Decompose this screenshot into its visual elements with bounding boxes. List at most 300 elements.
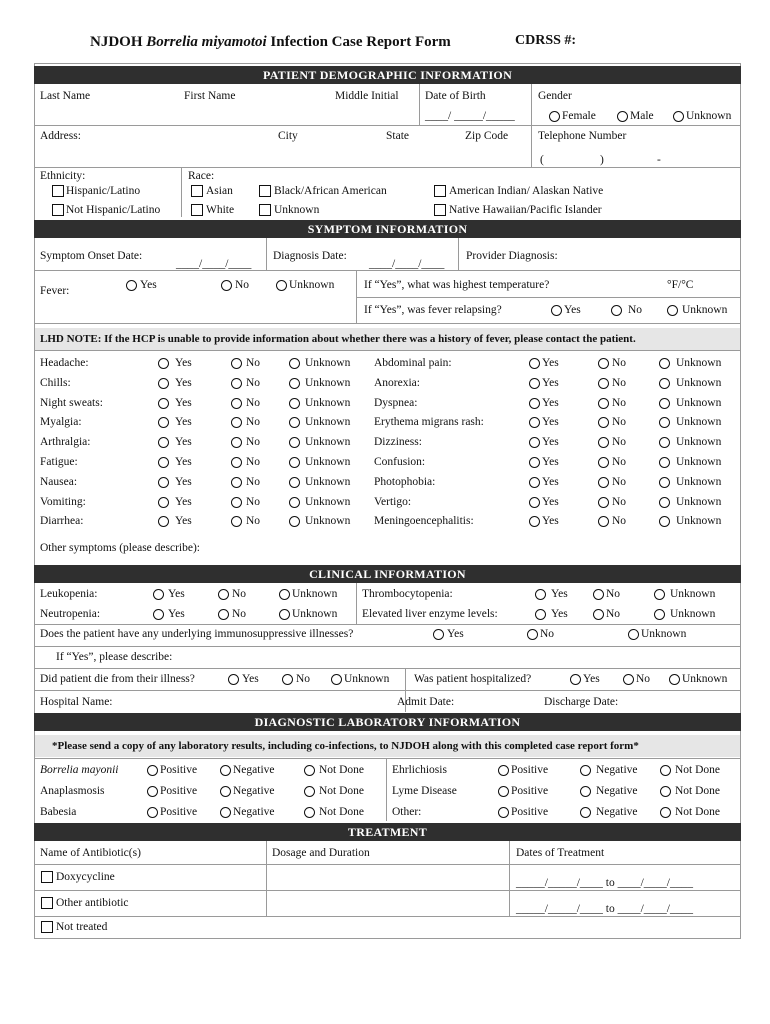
symptom-dizziness-unknown-radio[interactable] — [659, 437, 670, 448]
symptom-anorexia-unknown-radio[interactable] — [659, 378, 670, 389]
symptom-headache-unknown-radio[interactable] — [289, 358, 300, 369]
relapsing-yes-radio[interactable] — [551, 305, 562, 316]
died-unknown-label: Unknown — [344, 673, 390, 685]
race-asian-checkbox[interactable] — [191, 185, 203, 197]
symptom-night-sweats-no-label: No — [246, 397, 261, 409]
symptom-night-sweats-label: Night sweats: — [40, 397, 103, 409]
symptom-abdominal-pain-yes-radio[interactable] — [529, 358, 540, 369]
symptom-arthralgia-unknown-radio[interactable] — [289, 437, 300, 448]
symptom-vomiting-unknown-label: Unknown — [305, 496, 351, 508]
lab-other-label: Other: — [392, 806, 422, 818]
not-treated-checkbox[interactable] — [41, 921, 53, 933]
symptom-arthralgia-no-label: No — [246, 436, 261, 448]
symptom-fatigue-yes-radio[interactable] — [158, 457, 169, 468]
lab-anaplasmosis-negative-radio[interactable] — [220, 786, 231, 797]
neutropenia-yes-label: Yes — [168, 608, 185, 620]
symptom-dyspnea-unknown-radio[interactable] — [659, 398, 670, 409]
died-no-label: No — [296, 673, 311, 685]
symptom-confusion-unknown-label: Unknown — [676, 456, 722, 468]
symptom-dyspnea-no-radio[interactable] — [598, 398, 609, 409]
highest-temp-label: If “Yes”, what was highest temperature? — [364, 279, 550, 291]
symptom-myalgia-yes-label: Yes — [175, 416, 192, 428]
symptom-diarrhea-unknown-radio[interactable] — [289, 516, 300, 527]
other-antibiotic-checkbox[interactable] — [41, 897, 53, 909]
symptom-fatigue-unknown-label: Unknown — [305, 456, 351, 468]
immuno-unknown-label: Unknown — [641, 628, 687, 640]
fever-unknown-label: Unknown — [289, 279, 335, 291]
cdrss-label: CDRSS #: — [515, 33, 577, 48]
zip-label: Zip Code — [465, 130, 509, 142]
discharge-date-label: Discharge Date: — [544, 696, 619, 708]
lab-anaplasmosis-positive-label: Positive — [160, 785, 198, 797]
telephone-label: Telephone Number — [538, 130, 627, 142]
antibiotic-header: Name of Antibiotic(s) — [40, 847, 141, 859]
symptom-meningoencephalitis-label: Meningoencephalitis: — [374, 515, 474, 527]
gender-male-radio[interactable] — [617, 111, 628, 122]
form-title: NJDOH Borrelia miyamotoi Infection Case Report Form — [90, 34, 451, 50]
symptom-vertigo-unknown-label: Unknown — [676, 496, 722, 508]
provider-dx-label: Provider Diagnosis: — [466, 250, 558, 262]
gender-unknown-label: Unknown — [686, 110, 732, 122]
lab-note: *Please send a copy of any laboratory results, including co-infections, to NJDOH along with this completed case report form* — [52, 740, 639, 752]
hispanic-checkbox[interactable] — [52, 185, 64, 197]
symptom-dizziness-yes-label: Yes — [542, 436, 559, 448]
race-aian-label: American Indian/ Alaskan Native — [449, 185, 604, 197]
symptom-photophobia-no-label: No — [612, 476, 627, 488]
symptom-photophobia-yes-label: Yes — [542, 476, 559, 488]
lab-ehrlichiosis-not-done-label: Not Done — [675, 764, 721, 776]
liver-enzymes-no-radio[interactable] — [593, 609, 604, 620]
symptom-arthralgia-yes-radio[interactable] — [158, 437, 169, 448]
symptom-vomiting-unknown-radio[interactable] — [289, 497, 300, 508]
symptom-abdominal-pain-unknown-radio[interactable] — [659, 358, 670, 369]
onset-date-label: Symptom Onset Date: — [40, 250, 143, 262]
section-lab: DIAGNOSTIC LABORATORY INFORMATION — [34, 713, 741, 731]
symptom-vomiting-no-radio[interactable] — [231, 497, 242, 508]
lab-other-not-done-radio[interactable] — [660, 807, 671, 818]
symptom-fatigue-yes-label: Yes — [175, 456, 192, 468]
hospitalized-yes-radio[interactable] — [570, 674, 581, 685]
symptom-vomiting-yes-label: Yes — [175, 496, 192, 508]
lab-ehrlichiosis-positive-radio[interactable] — [498, 765, 509, 776]
lab-other-not-done-label: Not Done — [675, 806, 721, 818]
immuno-no-label: No — [540, 628, 555, 640]
fever-label: Fever: — [40, 285, 70, 297]
symptom-headache-no-label: No — [246, 357, 261, 369]
symptom-night-sweats-no-radio[interactable] — [231, 398, 242, 409]
leukopenia-no-radio[interactable] — [218, 589, 229, 600]
symptom-nausea-yes-label: Yes — [175, 476, 192, 488]
symptom-myalgia-unknown-label: Unknown — [305, 416, 351, 428]
symptom-diarrhea-label: Diarrhea: — [40, 515, 84, 527]
fever-unknown-radio[interactable] — [276, 280, 287, 291]
symptom-dizziness-unknown-label: Unknown — [676, 436, 722, 448]
symptom-confusion-yes-radio[interactable] — [529, 457, 540, 468]
lab-babesia-label: Babesia — [40, 806, 77, 818]
hospitalized-unknown-radio[interactable] — [669, 674, 680, 685]
symptom-confusion-no-radio[interactable] — [598, 457, 609, 468]
immunosuppressive-label: Does the patient have any underlying immunosuppressive illnesses? — [40, 628, 354, 640]
thrombocytopenia-yes-radio[interactable] — [535, 589, 546, 600]
other-date-range[interactable]: _____/_____/____ to ____/____/____ — [516, 903, 693, 915]
liver-enzymes-label: Elevated liver enzyme levels: — [362, 608, 498, 620]
lab-lyme-disease-positive-radio[interactable] — [498, 786, 509, 797]
symptom-confusion-label: Confusion: — [374, 456, 426, 468]
neutropenia-no-label: No — [232, 608, 247, 620]
gender-unknown-radio[interactable] — [673, 111, 684, 122]
first-name-label: First Name — [184, 90, 236, 102]
symptom-fatigue-no-radio[interactable] — [231, 457, 242, 468]
hospitalized-unknown-label: Unknown — [682, 673, 728, 685]
fever-yes-radio[interactable] — [126, 280, 137, 291]
neutropenia-label: Neutropenia: — [40, 608, 101, 620]
neutropenia-unknown-label: Unknown — [292, 608, 338, 620]
symptom-vertigo-unknown-radio[interactable] — [659, 497, 670, 508]
last-name-label: Last Name — [40, 90, 91, 102]
relapsing-unknown-radio[interactable] — [667, 305, 678, 316]
fever-yes-label: Yes — [140, 279, 157, 291]
lab-lyme-disease-label: Lyme Disease — [392, 785, 457, 797]
symptom-vertigo-no-label: No — [612, 496, 627, 508]
lab-babesia-not-done-radio[interactable] — [304, 807, 315, 818]
lab-babesia-positive-radio[interactable] — [147, 807, 158, 818]
symptom-nausea-no-radio[interactable] — [231, 477, 242, 488]
liver-enzymes-unknown-radio[interactable] — [654, 609, 665, 620]
lab-borrelia-mayonii-negative-label: Negative — [233, 764, 275, 776]
symptom-anorexia-yes-radio[interactable] — [529, 378, 540, 389]
thrombocytopenia-no-label: No — [606, 588, 621, 600]
symptom-dyspnea-yes-label: Yes — [542, 397, 559, 409]
symptom-diarrhea-unknown-label: Unknown — [305, 515, 351, 527]
symptom-anorexia-no-label: No — [612, 377, 627, 389]
middle-initial-label: Middle Initial — [335, 90, 399, 102]
immuno-yes-radio[interactable] — [433, 629, 444, 640]
lab-ehrlichiosis-negative-label: Negative — [596, 764, 638, 776]
address-label: Address: — [40, 130, 81, 142]
lhd-note: LHD NOTE: If the HCP is unable to provide information about whether there was a history of fever, please contact the patient. — [40, 333, 636, 345]
symptom-meningoencephalitis-unknown-label: Unknown — [676, 515, 722, 527]
symptom-headache-yes-radio[interactable] — [158, 358, 169, 369]
lab-babesia-negative-label: Negative — [233, 806, 275, 818]
lab-ehrlichiosis-positive-label: Positive — [511, 764, 549, 776]
symptom-dizziness-no-label: No — [612, 436, 627, 448]
died-unknown-radio[interactable] — [331, 674, 342, 685]
gender-female-label: Female — [562, 110, 596, 122]
symptom-erythema-migrans-rash-yes-radio[interactable] — [529, 417, 540, 428]
hospital-name-label: Hospital Name: — [40, 696, 113, 708]
lab-other-positive-radio[interactable] — [498, 807, 509, 818]
thrombocytopenia-no-radio[interactable] — [593, 589, 604, 600]
section-demographics: PATIENT DEMOGRAPHIC INFORMATION — [34, 66, 741, 84]
symptom-erythema-migrans-rash-no-label: No — [612, 416, 627, 428]
symptom-arthralgia-no-radio[interactable] — [231, 437, 242, 448]
race-asian-label: Asian — [206, 185, 233, 197]
gender-female-radio[interactable] — [549, 111, 560, 122]
symptom-vertigo-no-radio[interactable] — [598, 497, 609, 508]
symptom-diarrhea-yes-radio[interactable] — [158, 516, 169, 527]
patient-died-label: Did patient die from their illness? — [40, 673, 195, 685]
not-hispanic-label: Not Hispanic/Latino — [66, 204, 161, 216]
race-black-checkbox[interactable] — [259, 185, 271, 197]
symptom-diarrhea-no-label: No — [246, 515, 261, 527]
neutropenia-no-radio[interactable] — [218, 609, 229, 620]
other-symptoms-label: Other symptoms (please describe): — [40, 542, 200, 554]
symptom-myalgia-no-radio[interactable] — [231, 417, 242, 428]
thrombocytopenia-yes-label: Yes — [551, 588, 568, 600]
tel-open-paren: ( — [540, 154, 544, 166]
symptom-nausea-no-label: No — [246, 476, 261, 488]
symptom-abdominal-pain-yes-label: Yes — [542, 357, 559, 369]
symptom-headache-label: Headache: — [40, 357, 89, 369]
died-yes-label: Yes — [242, 673, 259, 685]
lab-other-positive-label: Positive — [511, 806, 549, 818]
lab-babesia-negative-radio[interactable] — [220, 807, 231, 818]
liver-enzymes-yes-radio[interactable] — [535, 609, 546, 620]
leukopenia-no-label: No — [232, 588, 247, 600]
symptom-night-sweats-yes-radio[interactable] — [158, 398, 169, 409]
lab-borrelia-mayonii-not-done-radio[interactable] — [304, 765, 315, 776]
symptom-erythema-migrans-rash-unknown-radio[interactable] — [659, 417, 670, 428]
relapsing-no-radio[interactable] — [611, 305, 622, 316]
symptom-anorexia-label: Anorexia: — [374, 377, 420, 389]
temp-unit: °F/°C — [667, 279, 694, 291]
fever-no-label: No — [235, 279, 250, 291]
neutropenia-yes-radio[interactable] — [153, 609, 164, 620]
symptom-myalgia-no-label: No — [246, 416, 261, 428]
lab-babesia-not-done-label: Not Done — [319, 806, 365, 818]
immuno-yes-label: Yes — [447, 628, 464, 640]
symptom-meningoencephalitis-no-radio[interactable] — [598, 516, 609, 527]
state-label: State — [386, 130, 409, 142]
symptom-fatigue-unknown-radio[interactable] — [289, 457, 300, 468]
symptom-chills-label: Chills: — [40, 377, 71, 389]
lab-borrelia-mayonii-label: Borrelia mayonii — [40, 764, 119, 776]
lab-lyme-disease-not-done-label: Not Done — [675, 785, 721, 797]
symptom-erythema-migrans-rash-no-radio[interactable] — [598, 417, 609, 428]
race-white-label: White — [206, 204, 235, 216]
gender-male-label: Male — [630, 110, 654, 122]
doxycycline-label: Doxycycline — [56, 871, 115, 883]
race-white-checkbox[interactable] — [191, 204, 203, 216]
dob-label: Date of Birth — [425, 90, 486, 102]
symptom-abdominal-pain-no-label: No — [612, 357, 627, 369]
symptom-erythema-migrans-rash-unknown-label: Unknown — [676, 416, 722, 428]
lab-borrelia-mayonii-not-done-label: Not Done — [319, 764, 365, 776]
symptom-dyspnea-yes-radio[interactable] — [529, 398, 540, 409]
symptom-dizziness-label: Dizziness: — [374, 436, 422, 448]
race-nhpi-label: Native Hawaiian/Pacific Islander — [449, 204, 602, 216]
leukopenia-label: Leukopenia: — [40, 588, 98, 600]
lab-other-negative-radio[interactable] — [580, 807, 591, 818]
died-yes-radio[interactable] — [228, 674, 239, 685]
lab-anaplasmosis-not-done-radio[interactable] — [304, 786, 315, 797]
symptom-vertigo-yes-radio[interactable] — [529, 497, 540, 508]
neutropenia-unknown-radio[interactable] — [279, 609, 290, 620]
not-treated-label: Not treated — [56, 921, 108, 933]
symptom-photophobia-label: Photophobia: — [374, 476, 436, 488]
dob-field[interactable]: ____/ _____/_____ — [425, 110, 515, 122]
symptom-confusion-yes-label: Yes — [542, 456, 559, 468]
liver-enzymes-yes-label: Yes — [551, 608, 568, 620]
symptom-vertigo-yes-label: Yes — [542, 496, 559, 508]
symptom-nausea-unknown-label: Unknown — [305, 476, 351, 488]
symptom-dyspnea-label: Dyspnea: — [374, 397, 418, 409]
symptom-night-sweats-yes-label: Yes — [175, 397, 192, 409]
symptom-dizziness-no-radio[interactable] — [598, 437, 609, 448]
symptom-meningoencephalitis-yes-radio[interactable] — [529, 516, 540, 527]
symptom-headache-no-radio[interactable] — [231, 358, 242, 369]
immuno-no-radio[interactable] — [527, 629, 538, 640]
leukopenia-unknown-label: Unknown — [292, 588, 338, 600]
symptom-chills-yes-radio[interactable] — [158, 378, 169, 389]
symptom-meningoencephalitis-no-label: No — [612, 515, 627, 527]
symptom-erythema-migrans-rash-yes-label: Yes — [542, 416, 559, 428]
symptom-arthralgia-yes-label: Yes — [175, 436, 192, 448]
symptom-confusion-unknown-radio[interactable] — [659, 457, 670, 468]
dates-header: Dates of Treatment — [516, 847, 605, 859]
lab-lyme-disease-positive-label: Positive — [511, 785, 549, 797]
lab-borrelia-mayonii-positive-radio[interactable] — [147, 765, 158, 776]
symptom-night-sweats-unknown-radio[interactable] — [289, 398, 300, 409]
thrombocytopenia-label: Thrombocytopenia: — [362, 588, 453, 600]
symptom-night-sweats-unknown-label: Unknown — [305, 397, 351, 409]
gender-label: Gender — [538, 90, 572, 102]
lab-anaplasmosis-positive-radio[interactable] — [147, 786, 158, 797]
symptom-arthralgia-label: Arthralgia: — [40, 436, 91, 448]
symptom-myalgia-label: Myalgia: — [40, 416, 82, 428]
thrombocytopenia-unknown-radio[interactable] — [654, 589, 665, 600]
section-treatment: TREATMENT — [34, 823, 741, 841]
relapsing-no-label: No — [628, 304, 643, 316]
symptom-confusion-no-label: No — [612, 456, 627, 468]
symptom-nausea-yes-radio[interactable] — [158, 477, 169, 488]
symptom-chills-unknown-label: Unknown — [305, 377, 351, 389]
symptom-abdominal-pain-no-radio[interactable] — [598, 358, 609, 369]
symptom-chills-no-radio[interactable] — [231, 378, 242, 389]
tel-close-paren: ) — [600, 154, 604, 166]
symptom-photophobia-no-radio[interactable] — [598, 477, 609, 488]
onset-date-field[interactable]: ____/____/____ — [176, 258, 252, 270]
doxycycline-checkbox[interactable] — [41, 871, 53, 883]
hospitalized-no-radio[interactable] — [623, 674, 634, 685]
symptom-erythema-migrans-rash-label: Erythema migrans rash: — [374, 416, 484, 428]
dox-date-range[interactable]: _____/_____/____ to ____/____/____ — [516, 877, 693, 889]
lab-ehrlichiosis-not-done-radio[interactable] — [660, 765, 671, 776]
symptom-chills-yes-label: Yes — [175, 377, 192, 389]
symptom-nausea-unknown-radio[interactable] — [289, 477, 300, 488]
lab-anaplasmosis-not-done-label: Not Done — [319, 785, 365, 797]
symptom-meningoencephalitis-yes-label: Yes — [542, 515, 559, 527]
relapsing-label: If “Yes”, was fever relapsing? — [364, 304, 502, 316]
fever-no-radio[interactable] — [221, 280, 232, 291]
lab-other-negative-label: Negative — [596, 806, 638, 818]
symptom-headache-yes-label: Yes — [175, 357, 192, 369]
lab-anaplasmosis-negative-label: Negative — [233, 785, 275, 797]
city-label: City — [278, 130, 298, 142]
section-symptoms: SYMPTOM INFORMATION — [34, 220, 741, 238]
race-unknown-checkbox[interactable] — [259, 204, 271, 216]
race-nhpi-checkbox[interactable] — [434, 204, 446, 216]
symptom-meningoencephalitis-unknown-radio[interactable] — [659, 516, 670, 527]
symptom-dyspnea-no-label: No — [612, 397, 627, 409]
leukopenia-unknown-radio[interactable] — [279, 589, 290, 600]
admit-date-label: Admit Date: — [397, 696, 455, 708]
leukopenia-yes-radio[interactable] — [153, 589, 164, 600]
symptom-dyspnea-unknown-label: Unknown — [676, 397, 722, 409]
race-unknown-label: Unknown — [274, 204, 320, 216]
symptom-vomiting-label: Vomiting: — [40, 496, 86, 508]
symptom-vomiting-yes-radio[interactable] — [158, 497, 169, 508]
section-clinical: CLINICAL INFORMATION — [34, 565, 741, 583]
symptom-arthralgia-unknown-label: Unknown — [305, 436, 351, 448]
symptom-nausea-label: Nausea: — [40, 476, 78, 488]
lab-lyme-disease-negative-label: Negative — [596, 785, 638, 797]
race-aian-checkbox[interactable] — [434, 185, 446, 197]
symptom-photophobia-unknown-label: Unknown — [676, 476, 722, 488]
lab-ehrlichiosis-negative-radio[interactable] — [580, 765, 591, 776]
lab-borrelia-mayonii-positive-label: Positive — [160, 764, 198, 776]
race-label: Race: — [188, 170, 215, 182]
symptom-chills-unknown-radio[interactable] — [289, 378, 300, 389]
lab-borrelia-mayonii-negative-radio[interactable] — [220, 765, 231, 776]
tel-dash: - — [657, 154, 661, 166]
symptom-diarrhea-no-radio[interactable] — [231, 516, 242, 527]
not-hispanic-checkbox[interactable] — [52, 204, 64, 216]
thrombocytopenia-unknown-label: Unknown — [670, 588, 716, 600]
relapsing-yes-label: Yes — [564, 304, 581, 316]
symptom-myalgia-yes-radio[interactable] — [158, 417, 169, 428]
symptom-headache-unknown-label: Unknown — [305, 357, 351, 369]
hospitalized-label: Was patient hospitalized? — [414, 673, 532, 685]
symptom-vertigo-label: Vertigo: — [374, 496, 412, 508]
symptom-abdominal-pain-unknown-label: Unknown — [676, 357, 722, 369]
symptom-photophobia-unknown-radio[interactable] — [659, 477, 670, 488]
symptom-myalgia-unknown-radio[interactable] — [289, 417, 300, 428]
lab-lyme-disease-negative-radio[interactable] — [580, 786, 591, 797]
other-antibiotic-label: Other antibiotic — [56, 897, 129, 909]
lab-anaplasmosis-label: Anaplasmosis — [40, 785, 105, 797]
symptom-vomiting-no-label: No — [246, 496, 261, 508]
symptom-photophobia-yes-radio[interactable] — [529, 477, 540, 488]
hospitalized-yes-label: Yes — [583, 673, 600, 685]
race-black-label: Black/African American — [274, 185, 387, 197]
immuno-describe-label: If “Yes”, please describe: — [56, 651, 173, 663]
hospitalized-no-label: No — [636, 673, 651, 685]
symptom-dizziness-yes-radio[interactable] — [529, 437, 540, 448]
ethnicity-label: Ethnicity: — [40, 170, 86, 182]
died-no-radio[interactable] — [282, 674, 293, 685]
liver-enzymes-unknown-label: Unknown — [670, 608, 716, 620]
symptom-anorexia-no-radio[interactable] — [598, 378, 609, 389]
liver-enzymes-no-label: No — [606, 608, 621, 620]
symptom-abdominal-pain-label: Abdominal pain: — [374, 357, 452, 369]
symptom-diarrhea-yes-label: Yes — [175, 515, 192, 527]
hispanic-label: Hispanic/Latino — [66, 185, 141, 197]
immuno-unknown-radio[interactable] — [628, 629, 639, 640]
leukopenia-yes-label: Yes — [168, 588, 185, 600]
symptom-fatigue-label: Fatigue: — [40, 456, 78, 468]
symptom-fatigue-no-label: No — [246, 456, 261, 468]
diagnosis-date-field[interactable]: ____/____/____ — [369, 258, 445, 270]
symptom-anorexia-yes-label: Yes — [542, 377, 559, 389]
symptom-anorexia-unknown-label: Unknown — [676, 377, 722, 389]
lab-ehrlichiosis-label: Ehrlichiosis — [392, 764, 447, 776]
symptom-chills-no-label: No — [246, 377, 261, 389]
dosage-header: Dosage and Duration — [272, 847, 370, 859]
relapsing-unknown-label: Unknown — [682, 304, 728, 316]
lab-lyme-disease-not-done-radio[interactable] — [660, 786, 671, 797]
diagnosis-date-label: Diagnosis Date: — [273, 250, 347, 262]
